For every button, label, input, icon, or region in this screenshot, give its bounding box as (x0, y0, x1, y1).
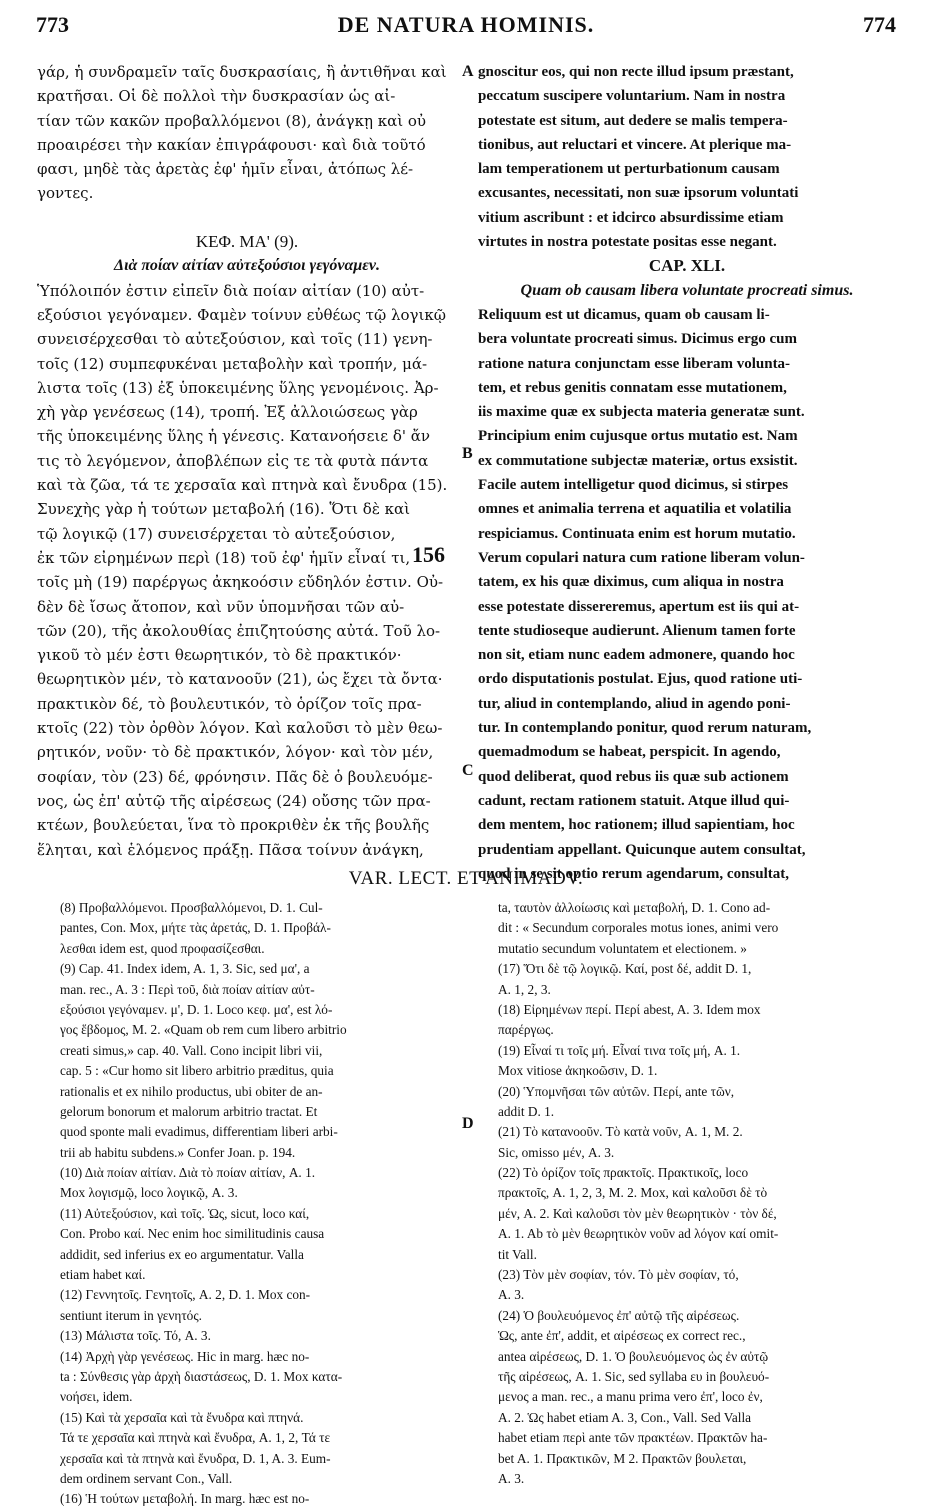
note-line: (16) Ἡ τούτων μεταβολή. In marg. hæc est no- (60, 1491, 310, 1507)
note-line: etiam habet καί. (60, 1267, 146, 1283)
note-line: A. 1, 2, 3. (498, 981, 551, 997)
note-line: mutatio secundum voluntatem et electionem. » (498, 940, 747, 956)
greek-text-line: κρατῆσαι. Οἱ δὲ πολλοὶ τὴν δυσκρασίαν ὡς αἰ- (37, 87, 396, 106)
latin-text-line: non sit, etiam nunc eadem admonere, quando hoc (478, 647, 795, 664)
note-line: A. 2. Ὡς habet etiam A. 3, Con., Vall. Sed Valla (498, 1409, 752, 1425)
latin-text-line: lam temperationem ut perturbationum causam (478, 161, 780, 178)
note-line: γος ἕβδομος, M. 2. «Quam ob rem cum libero arbitrio (60, 1022, 347, 1038)
greek-text-line: πρακτικὸν δέ, τὸ βουλευτικόν, τὸ ὁρίζον τοῖς πρα- (37, 694, 422, 713)
latin-text-line: Facile autem intelligetur quod dicimus, si stirpes (478, 477, 789, 494)
note-line: πρακτοῖς, A. 1, 2, 3, M. 2. Mox, καὶ καλοῦσι δὲ τὸ (498, 1185, 768, 1201)
note-line: Τά τε χερσαῖα καὶ πτηνὰ καὶ ἔνυδρα, A. 1, 2, Τά τε (60, 1430, 331, 1446)
latin-text-line: ratione natura conjunctam esse liberam volunta- (478, 355, 791, 372)
note-line: (19) Εἶναί τι τοῖς μή. Εἶναί τινα τοῖς μή, A. 1. (498, 1042, 741, 1058)
latin-text-line: tionibus, aut reluctari et vincere. At plerique ma- (478, 136, 792, 153)
note-line: (14) Ἀρχὴ γὰρ γενέσεως. Hic in marg. hæc no- (60, 1348, 310, 1364)
note-line: Con. Probo καί. Nec enim hoc similitudinis causa (60, 1226, 325, 1242)
margin-letter-c: C (462, 762, 474, 779)
note-line: addidit, sed inferius ex eo argumentatur. Valla (60, 1246, 304, 1262)
note-line: μενος a man. rec., a manu prima vero ἐπ', loco ἐν, (498, 1389, 763, 1405)
note-line: Sic, omisso μέν, A. 3. (498, 1144, 615, 1160)
note-line: tit Vall. (498, 1246, 537, 1262)
note-line: pantes, Con. Mox, μήτε τὰς ἀρετάς, D. 1. Προβάλ- (60, 920, 331, 936)
greek-text-line: χὴ γὰρ γενέσεως (14), τροπή. Ἐξ ἀλλοιώσεως γὰρ (37, 403, 418, 422)
margin-letter-b: B (462, 445, 473, 462)
greek-text-line: φασι, μηδὲ τὰς ἀρετὰς ἐφ' ἡμῖν εἶναι, ἀτόπως λέ- (37, 160, 414, 179)
greek-text-line: Συνεχὴς γὰρ ἡ τούτων μεταβολή (16). Ὅτι δὲ καὶ (37, 500, 411, 519)
latin-text-line: Reliquum est ut dicamus, quam ob causam li- (478, 306, 770, 323)
note-line: χερσαῖα καὶ τὰ πτηνὰ καὶ ἔνυδρα, D. 1, A. 3. Eum- (60, 1450, 331, 1466)
note-line: antea αἱρέσεως, D. 1. Ὁ βουλευόμενος ὡς ἐν αὐτῷ (498, 1348, 769, 1364)
latin-top-block (478, 60, 896, 254)
latin-body-block (478, 303, 896, 886)
latin-column (478, 60, 896, 882)
latin-text-line: quod in se sit optio rerum agendarum, consultat, (478, 865, 790, 882)
latin-text-line: peccatum suscipere voluntarium. Nam in nostra (478, 88, 786, 105)
margin-letter-d: D (462, 1115, 474, 1132)
greek-text-line: τῶν (20), τῆς ἀκολουθίας ἐπιζητούσης αὐτά. Τοῦ λο- (37, 621, 441, 640)
note-line: μέν, A. 2. Καὶ καλοῦσι τὸν μὲν θεωρητικὸν · τὸν δέ, (498, 1205, 777, 1221)
greek-text-line: ρητικόν, νοῦν· τὸ δὲ πρακτικόν, λόγον· καὶ τὸν μέν, (37, 743, 434, 762)
note-line: A. 3. (498, 1470, 525, 1486)
page-number-right: 774 (863, 12, 896, 37)
latin-text-line: ex commutatione subjectæ materiæ, ortus exsistit. (478, 452, 798, 469)
greek-text-line: κτέων, βουλεύεται, ἵνα τὸ προκριθὲν ἐκ τῆς βουλῆς (37, 816, 430, 835)
note-line: ta : Σύνθεσις γὰρ ἀρχὴ διαστάσεως, D. 1. Mox κατα- (60, 1368, 343, 1384)
note-line: (17) Ὅτι δὲ τῷ λογικῷ. Καί, post δέ, addit D. 1, (498, 961, 752, 977)
greek-text-line: γάρ, ἡ συνδραμεῖν ταῖς δυσκρασίαις, ἢ ἀντιθῆναι καὶ (37, 63, 447, 81)
note-line: dem ordinem servant Con., Vall. (60, 1470, 233, 1486)
greek-chapter-heading: ΚΕΦ. ΜΑ' (9). (195, 232, 299, 252)
latin-text-line: tur, aliud in contemplando, aliud in agendo poni- (478, 695, 791, 712)
latin-text-line: quemadmodum se habeat, perspicit. In agendo, (478, 744, 781, 761)
latin-text-line: ordo disputationis postulat. Ejus, quod ratione uti- (478, 671, 803, 688)
greek-text-line: τίαν τῶν κακῶν προβαλλόμενοι (8), ἀνάγκῃ καὶ οὐ (37, 111, 427, 130)
note-line: creati simus,» cap. 40. Vall. Cono incipit libri vii, (60, 1042, 323, 1058)
latin-text-line: potestate est situm, aut dedere se malis tempera- (478, 112, 788, 129)
latin-text-line: tatem, ex his quæ diximus, cum aliqua in nostra (478, 574, 784, 591)
note-line: (21) Τὸ κατανοοῦν. Τὸ κατὰ νοῦν, A. 1, M. 2. (498, 1124, 743, 1140)
notes-left-column (60, 898, 456, 1507)
note-line: quod sponte mali evadimus, differentiam liberi arbi- (60, 1124, 338, 1140)
greek-text-line: τις τὸ λεγόμενον, ἀποβλέπων εἰς τε τὰ φυτὰ πάντα (37, 451, 429, 470)
latin-text-line: prudentiam appellant. Quicunque autem consultat, (478, 841, 806, 858)
greek-text-line: νος, ὡς ἐπ' αὐτῷ τῆς αἱρέσεως (24) οὔσης τῶν πρα- (37, 791, 431, 810)
note-line: cap. 5 : «Cur homo sit libero arbitrio præditus, quia (60, 1063, 334, 1079)
note-line: habet etiam περὶ ante τῶν πρακτέων. Πρακτῶν ha- (498, 1430, 768, 1446)
note-line: sentiunt iterum in γενητός. (60, 1307, 202, 1323)
latin-text-line: Principium enim cujusque ortus mutatio est. Nam (478, 428, 798, 445)
note-line: trii ab habitu subdens.» Confer Joan. p. 194. (60, 1144, 296, 1160)
note-line: A. 3. (498, 1287, 525, 1303)
latin-text-line: quod deliberat, quod rebus iis quæ sub actionem (478, 768, 789, 785)
latin-chapter-heading: CAP. XLI. (648, 256, 726, 276)
note-line: (15) Καὶ τὰ χερσαῖα καὶ τὰ ἔνυδρα καὶ πτηνά. (60, 1409, 304, 1425)
note-line: man. rec., A. 3 : Περὶ τοῦ, διὰ ποίαν αἰτίαν αὐτ- (60, 981, 315, 997)
greek-text-line: γοντες. (37, 184, 94, 203)
latin-text-line: Verum copulari natura cum ratione liberam volun- (478, 549, 805, 566)
variant-readings-title: VAR. LECT. ET ANIMADV. (348, 868, 584, 889)
greek-text-line: προαιρέσει τὴν κακίαν ἐπιγράφουσι· καὶ διὰ τοῦτό (37, 135, 426, 154)
column-page-number: 156 (412, 542, 445, 567)
latin-text-line: omnes et animalia terrena et aquatilia et volatilia (478, 501, 792, 518)
latin-text-line: gnoscitur eos, qui non recte illud ipsum præstant, (478, 64, 794, 80)
latin-text-line: iis maxime quæ ex subjecta materia generatæ sunt. (478, 404, 805, 421)
note-line: (12) Γεννητοῖς. Γενητοῖς, A. 2, D. 1. Mox con- (60, 1287, 311, 1303)
note-line: bet A. 1. Πρακτικῶν, M 2. Πρακτῶν βουλεται, (498, 1450, 747, 1466)
greek-text-line: κτοῖς (22) τὸν ὀρθὸν λόγον. Καὶ καλοῦσι τὸ μὲν θεω- (37, 719, 443, 738)
note-line: (18) Εἰρημένων περί. Περί abest, A. 3. Idem mox (498, 1001, 761, 1017)
greek-text-line: λιστα τοῖς (13) ἐξ ὑποκειμένης ὕλης γενομένοις. Ἀρ- (37, 378, 439, 397)
greek-text-line: συνεισέρχεσθαι τὸ αὐτεξούσιον, καὶ τοῖς (11) γενη- (37, 330, 433, 349)
latin-text-line: tur. In contemplando ponitur, quod rerum naturam, (478, 720, 812, 737)
greek-text-line: θεωρητικὸν μέν, τὸ κατανοοῦν (21), ὡς ἔχει τὰ ὄντα· (37, 670, 443, 689)
note-line: εξούσιοι γεγόναμεν. μ', D. 1. Loco κεφ. μα', est λό- (60, 1001, 333, 1017)
note-line: A. 1. Ab τὸ μὲν θεωρητικὸν νοῦν ad λόγον καί omit- (498, 1226, 779, 1242)
note-line: dit : « Secundum corporales motus iones, animi vero (498, 920, 779, 936)
greek-text-line: καὶ τὰ ζῶα, τά τε χερσαῖα καὶ πτηνὰ καὶ ἔνυδρα (15). (37, 476, 448, 495)
note-line: (22) Τὸ ὁρίζον τοῖς πρακτοῖς. Πρακτικοῖς, loco (498, 1165, 749, 1181)
note-line: ta, ταυτὸν ἀλλοίωσις καὶ μεταβολή, D. 1. Cono ad- (498, 900, 771, 915)
greek-text-line: ἐκ τῶν εἰρημένων περὶ (18) τοῦ ἐφ' ἡμῖν εἶναί τι, (37, 548, 411, 567)
note-line: (13) Μάλιστα τοῖς. Τό, A. 3. (60, 1328, 211, 1344)
note-line: (23) Τὸν μὲν σοφίαν, τόν. Τὸ μὲν σοφίαν, τό, (498, 1267, 739, 1283)
greek-top-block (37, 60, 457, 206)
note-line: νοήσει, idem. (60, 1389, 133, 1405)
greek-text-line: τῷ λογικῷ (17) συνεισέρχεται τὸ αὐτεξούσιον, (37, 524, 396, 543)
page-number-left: 773 (36, 12, 69, 37)
latin-text-line: esse potestate dissereremus, apertum est iis qui at- (478, 598, 800, 615)
latin-text-line: tem, et rebus genitis connatam esse mutationem, (478, 379, 787, 396)
note-line: gelorum bonorum et malorum arbitrio tractat. Et (60, 1103, 318, 1119)
note-line: (24) Ὁ βουλευόμενος ἐπ' αὐτῷ τῆς αἱρέσεως. (498, 1307, 740, 1323)
greek-text-line: τοῖς μὴ (19) παρέργως ἀκηκοόσιν εὔδηλόν ἐστιν. Οὐ- (37, 573, 444, 592)
note-line: (20) Ὑπομνῆσαι τῶν αὐτῶν. Περί, ante τῶν, (498, 1083, 735, 1099)
latin-text-line: bera voluntate procreati simus. Dicimus ergo cum (478, 331, 797, 348)
latin-text-line: tente studioseque audierunt. Alienum tamen forte (478, 622, 796, 639)
margin-letter-a: A (462, 63, 474, 80)
note-line: παρέργως. (498, 1022, 554, 1038)
greek-text-line: τῆς ὑποκειμένης ὕλης ἡ γένεσις. Κατανοήσειε δ' ἄν (37, 427, 431, 446)
note-line: Ὡς, ante ἐπ', addit, et αἱρέσεως ex correct rec., (498, 1328, 746, 1344)
greek-body-block (37, 279, 457, 862)
greek-text-line: εξούσιοι γεγόναμεν. Φαμὲν τοίνυν εὐθέως τῷ λογικῷ (37, 305, 446, 324)
note-line: λεσθαι idem est, quod προφασίζεσθαι. (60, 940, 265, 956)
greek-text-line: τοῖς (12) συμπεφυκέναι μεταβολὴν καὶ τροπήν, μά- (37, 354, 428, 373)
greek-text-line: Ὑπόλοιπόν ἐστιν εἰπεῖν διὰ ποίαν αἰτίαν (10) αὐτ- (37, 281, 425, 300)
latin-text-line: excusantes, necessitati, non suæ ipsorum voluntati (478, 185, 799, 202)
greek-column (37, 60, 457, 860)
greek-text-line: δὲν δὲ ἴσως ἄτοπον, καὶ νῦν ὑπομνῆσαι τῶν αὐ- (37, 597, 405, 616)
note-line: (8) Προβαλλόμενοι. Προσβαλλόμενοι, D. 1. Cul- (60, 900, 323, 915)
greek-text-line: σοφίαν, τὸν (23) δέ, φρόνησιν. Πᾶς δὲ ὁ βουλευόμε- (37, 767, 433, 786)
note-line: τῆς αἱρέσεως, A. 1. Sic, sed syllaba ευ in βουλευό- (498, 1368, 770, 1384)
latin-text-line: virtutes in nostra potestate positas esse negant. (478, 234, 777, 251)
running-title: DE NATURA HOMINIS. (337, 12, 595, 37)
note-line: Mox λογισμῷ, loco λογικῷ, A. 3. (60, 1185, 238, 1201)
latin-text-line: respiciamus. Continuata enim est horum mutatio. (478, 525, 796, 542)
latin-text-line: vitium ascribunt : et idcirco absurdissime etiam (478, 209, 784, 226)
greek-chapter-subheading: Διὰ ποίαν αἰτίαν αὐτεξούσιοι γεγόναμεν. (114, 257, 380, 275)
note-line: (9) Cap. 41. Index idem, A. 1, 3. Sic, sed μα', a (60, 961, 310, 977)
note-line: addit D. 1. (498, 1103, 555, 1119)
note-line: (10) Διὰ ποίαν αἰτίαν. Διὰ τὸ ποίαν αἰτίαν, A. 1. (60, 1165, 316, 1181)
note-line: rationalis et ex nihilo productus, ubi obiter de an- (60, 1083, 323, 1099)
greek-text-line: ἕληται, καὶ ἑλόμενος πράξῃ. Πᾶσα τοίνυν ἀνάγκη, (37, 840, 424, 859)
latin-text-line: cadunt, rectam rationem statuit. Atque illud qui- (478, 792, 790, 809)
running-header (36, 12, 896, 44)
latin-text-line: dem mentem, hoc rationem; illud sapientiam, hoc (478, 817, 795, 834)
note-line: Mox vitiose ἀκηκοῶσιν, D. 1. (498, 1063, 658, 1079)
note-line: (11) Αὐτεξούσιον, καὶ τοῖς. Ὡς, sicut, loco καί, (60, 1205, 310, 1221)
greek-text-line: γικοῦ τὸ μέν ἐστι θεωρητικόν, τὸ δὲ πρακτικόν· (37, 646, 402, 665)
latin-chapter-subheading: Quam ob causam libera voluntate procreati simus. (520, 281, 854, 299)
notes-right-column (498, 898, 894, 1498)
